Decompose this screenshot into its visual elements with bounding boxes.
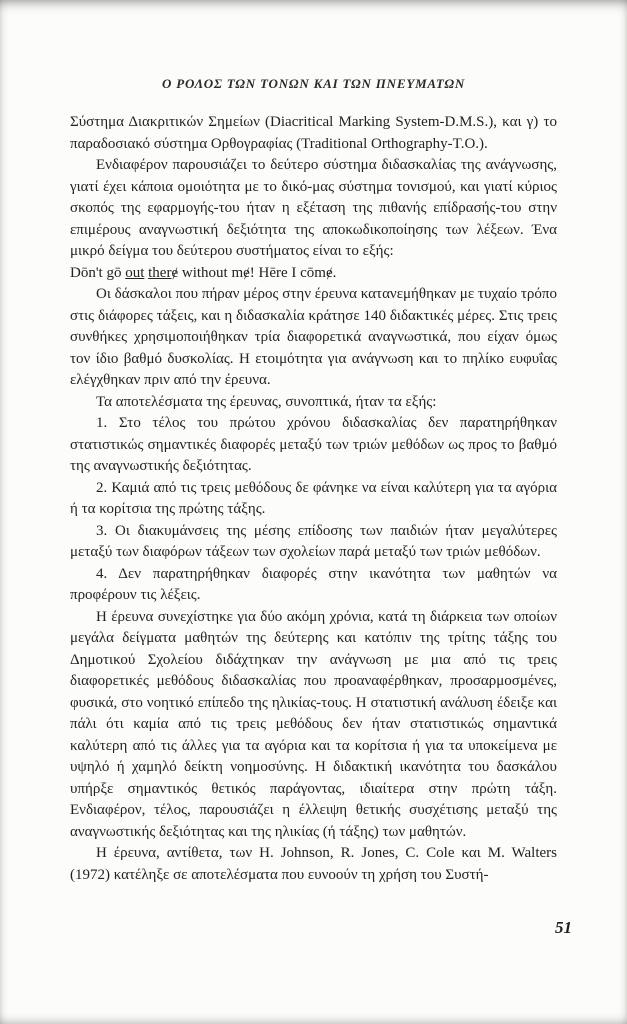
paragraph-teachers: Οι δάσκαλοι που πήραν μέρος στην έρευνα κατανεμήθηκαν με τυχαίο τρόπο στις διάφορες τάξεις, και η διδασκαλία κράτησε 140 διδακτικές μέρες. Στις τρεις συνθήκες χρησιμοποιήθηκαν τρία διαφορετικά αναγνωστικά, που είχαν όμως τον ίδιο βαθμό δυσκολίας. Η ετοιμότητα για ανάγνωση και το πηλίκο ευφυΐας ελέγχθηκαν πριν από την έρευνα. xyxy=(70,286,557,388)
dms-sample-line xyxy=(70,263,557,285)
paragraph-interest: Ενδιαφέρον παρουσιάζει το δεύτερο σύστημα διδασκαλίας της ανάγνωσης, γιατί έχει κάποια ομοιότητα με το δικό-μας σύστημα τονισμού, και γιατί κύριος σκοπός της εφαρμογής-του ήταν η εξέταση της πιθανής επίδρασής-του στην επιμέρους αναγνωστική δεξιότητα της αποκωδικοποίησης των λέξεων. Ένα μικρό δείγμα του δεύτερου συστήματος είναι το εξής: xyxy=(70,157,557,259)
list-item-1: 1. Στο τέλος του πρώτου χρόνου διδασκαλίας δεν παρατηρήθηκαν στατιστικώς σημαντικές διαφορές μεταξύ των τριών μεθόδων ως προς το βαθμό της αναγνωστικής δεξιότητας. xyxy=(70,415,557,474)
paragraph-followup: Η έρευνα συνεχίστηκε για δύο ακόμη χρόνια, κατά τη διάρκεια των οποίων μεγάλα δείγματα μαθητών της δεύτερης και κατόπιν της τρίτης τάξης του Δημοτικού Σχολείου διδάχτηκαν την ανάγνωση με μια από τις τρεις διαφορετικές μεθόδους διδασκαλίας που προαναφέρθηκαν, προσαρμοσμένες, φυσικά, στο νοητικό επίπεδο της ηλικίας-τους. Η στατιστική ανάλυση έδειξε και πάλι ότι καμία από τις τρεις μεθόδους δεν ήταν στατιστικώς σημαντικά καλύτερη από τις άλλες για τα αγόρια και τα κορίτσια ή για τα υποκείμενα με υψηλό ή χαμηλό δείκτη νοημοσύνης. Η διδακτική ικανότητα του δασκάλου υπήρξε σημαντικός θετικός παράγοντας, ιδιαίτερα στην πρώτη τάξη. Ενδιαφέρον, τέλος, παρουσιάζει η έλλειψη θετικής συσχέτισης μεταξύ της αναγνωστικής δεξιότητας και της ηλικίας (ή τάξης) των μαθητών. xyxy=(70,608,557,840)
list-item-3: 3. Οι διακυμάνσεις της μέσης επίδοσης των παιδιών ήταν μεγαλύτερες μεταξύ των διαφόρων τάξεων των σχολείων παρά μεταξύ των τριών μεθόδων. xyxy=(70,522,557,560)
dms-sample-part-underlined: out xyxy=(125,264,145,281)
running-head-title: Ο ΡΟΛΟΣ ΤΩΝ ΤΟΝΩΝ ΚΑΙ ΤΩΝ ΠΝΕΥΜΑΤΩΝ xyxy=(161,76,466,91)
list-item-4: 4. Δεν παρατηρήθηκαν διαφορές στην ικανότητα των μαθητών να προφέρουν τις λέξεις. xyxy=(70,565,557,603)
paragraph-system: Σύστημα Διακριτικών Σημείων (Diacritical Marking System-D.M.S.), και γ) το παραδοσιακό σύστημα Ορθογραφίας (Traditional Orthography-T.O.). xyxy=(70,114,557,152)
dms-sample-part: Dōn't gō xyxy=(70,264,126,281)
dms-sample-part-underlined: ther xyxy=(148,264,172,281)
paragraph-results-intro: Τα αποτελέσματα της έρευνας, συνοπτικά, ήταν τα εξής: xyxy=(96,393,437,410)
dms-sample-part: ɇ without mɇ! Hēre I cōmɇ. xyxy=(171,264,337,281)
page-content xyxy=(70,76,557,886)
list-item-2: 2. Καμιά από τις τρεις μεθόδους δε φάνηκε να είναι καλύτερη για τα αγόρια ή τα κορίτσια της πρώτης τάξης. xyxy=(70,479,557,517)
page-number: 51 xyxy=(555,918,572,937)
paragraph-contrast: Η έρευνα, αντίθετα, των H. Johnson, R. Jones, C. Cole και M. Walters (1972) κατέληξε σε αποτελέσματα που ευνοούν τη χρήση του Συστή- xyxy=(70,845,557,883)
